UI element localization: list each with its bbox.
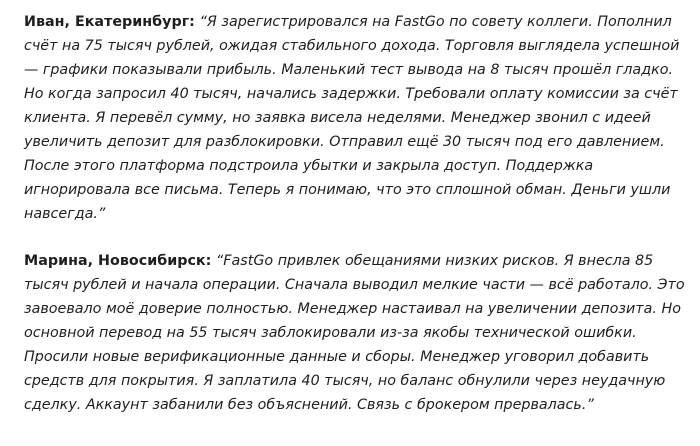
- review-marina: [24, 249, 686, 417]
- review-quote: “Я зарегистрировался на FastGo по совету коллеги. Пополнил счёт на 75 тысяч рублей, ожидая стабильного дохода. Торговля выглядела успешной — графики показывали прибыль. Маленький тест вывода на 8 тысяч прошёл гладко. Но когда запросил 40 тысяч, начались задержки. Требовали оплату комиссии за счёт клиента. Я перевёл сумму, но заявка висела неделями. Менеджер звонил с идеей увеличить депозит для разблокировки. Отправил ещё 30 тысяч под его давлением. После этого платформа подстроила убытки и закрыла доступ. Поддержка игнорировала все письма. Теперь я понимаю, что это сплошной обман. Деньги ушли навсегда.”: [24, 14, 680, 222]
- review-author: Иван, Екатеринбург:: [24, 14, 195, 30]
- review-author: Марина, Новосибирск:: [24, 253, 212, 269]
- review-quote: “FastGo привлек обещаниями низких рисков. Я внесла 85 тысяч рублей и начала операции. Сначала выводил мелкие части — всё работало. Это завоевало моё доверие полностью. Менеджер настаивал на увеличении депозита. Но основной перевод на 55 тысяч заблокировали из-за якобы технической ошибки. Просили новые верификационные данные и сборы. Менеджер уговорил добавить средств для покрытия. Я заплатила 40 тысяч, но баланс обнулили через неудачную сделку. Аккаунт забанили без объяснений. Связь с брокером прервалась.”: [24, 253, 685, 413]
- review-ivan: [24, 10, 686, 226]
